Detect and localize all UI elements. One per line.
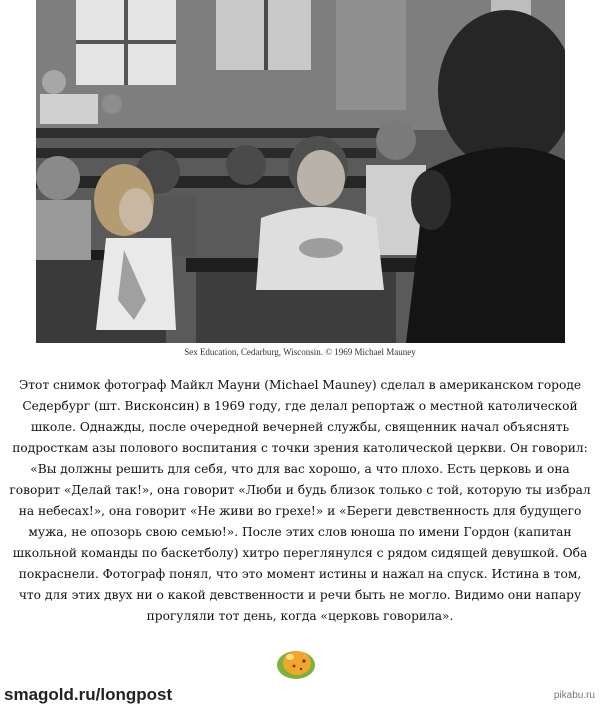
church-photo — [36, 0, 565, 343]
story-text: Этот снимок фотограф Майкл Мауни (Michael Mauney) сделал в американском городе Седербург (шт. Висконсин) в 1969 году, где делал репортаж о местной католической школе. Однажды, после очередной вечерней службы, священник начал объяснять подросткам азы полового воспитания с точки зрения католической церкви. Он говорил: «Вы должны решить для себя, что для вас хорошо, а что плохо. Есть церковь и она говорит «Делай так!», она говорит «Люби и будь близок только с той, которую ты избрал на небесах!», она говорит «Не живи во грехе!» и «Береги девственность для будущего мужа, не опозорь свою семью!». После этих слов юноша по имени Гордон (капитан школьной команды по баскетболу) хитро переглянулся с рядом сидящей девушкой. Оба покраснели. Фотограф понял, что это момент истины и нажал на спуск. Истина в том, что для этих двух ни о какой девственности и речи быть не могло. Видимо они напару прогуляли тот день, когда «церковь говорила». — [9, 378, 591, 623]
mascot-icon — [274, 641, 318, 681]
source-link[interactable]: smagold.ru/longpost — [4, 685, 173, 704]
church-photo-illustration — [36, 0, 565, 343]
photo-caption: Sex Education, Cedarburg, Wisconsin. © 1969 Michael Mauney — [184, 347, 416, 357]
pikabu-watermark: pikabu.ru — [553, 690, 595, 701]
